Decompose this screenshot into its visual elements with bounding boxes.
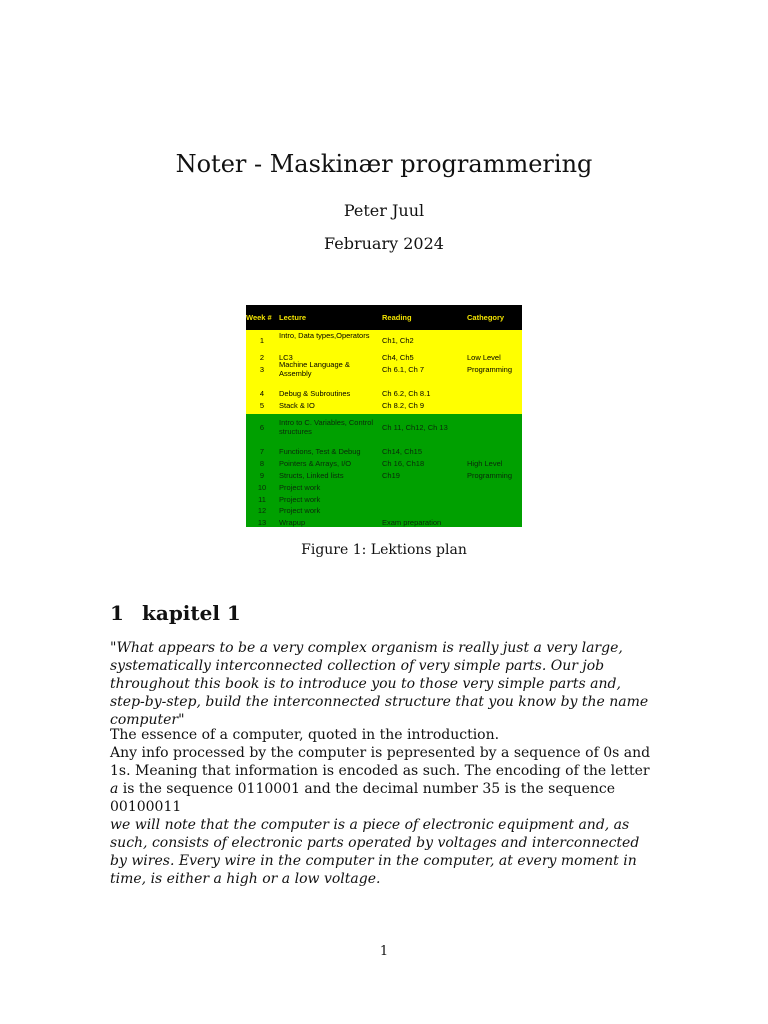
lecture-plan-table [246, 305, 522, 527]
section-number: 1 [110, 601, 124, 625]
cell-week: 3 [259, 365, 265, 374]
quote-paragraph: "What appears to be a very complex organism is really just a very large, systematically interconnected collection of very simple parts. Our job throughout this book is to introduce you to those very simple parts and, step-by-step, build the interconnected structure that you know by the name computer" [110, 640, 649, 728]
cell-lecture: Intro to C. Variables, Control structures [279, 418, 374, 436]
section-heading [110, 601, 241, 625]
cell-lecture: Project work [279, 506, 321, 515]
cell-lecture: Pointers & Arrays, I/O [279, 459, 352, 468]
body-paragraph [110, 726, 658, 888]
cell-week: 1 [259, 336, 265, 345]
cell-lecture: Structs, Linked lists [279, 471, 344, 480]
cell-reading: Exam preparation [382, 518, 442, 527]
cell-reading: Ch 6.2, Ch 8.1 [382, 389, 431, 398]
cell-lecture: LC3 [279, 353, 293, 362]
cell-lecture: Wrapup [279, 518, 306, 527]
cell-reading: Ch4, Ch5 [382, 353, 414, 362]
cell-week: 10 [257, 483, 267, 492]
cell-week: 2 [259, 353, 265, 362]
cell-category: Programming [467, 365, 513, 374]
cell-week: 4 [259, 389, 265, 398]
cell-week: 8 [259, 459, 265, 468]
header-lecture: Lecture [279, 313, 307, 322]
cell-reading: Ch 6.1, Ch 7 [382, 365, 425, 374]
cell-lecture: Machine Language & Assembly [279, 360, 350, 378]
cell-category: Low Level [467, 353, 501, 362]
header-category: Cathegory [467, 313, 505, 322]
cell-week: 13 [257, 518, 267, 527]
header-reading: Reading [382, 313, 412, 322]
cell-reading: Ch19 [382, 471, 400, 480]
cell-week: 7 [259, 447, 265, 456]
cell-lecture: Project work [279, 483, 321, 492]
cell-category: Programming [467, 471, 513, 480]
cell-lecture: Debug & Subroutines [279, 389, 351, 398]
cell-reading: Ch 16, Ch18 [382, 459, 425, 468]
paragraph-line-2b: is the sequence 0110001 and the decimal number 35 is the sequence 00100011 [110, 781, 616, 815]
cell-week: 12 [257, 506, 267, 515]
cell-week: 6 [259, 423, 265, 432]
table-header [246, 305, 522, 330]
author: Peter Juul [343, 201, 425, 220]
cell-reading: Ch1, Ch2 [382, 336, 414, 345]
section-title: kapitel 1 [142, 601, 241, 625]
cell-category: High Level [467, 459, 503, 468]
cell-lecture: Intro, Data types,Operators [279, 331, 370, 340]
paragraph-italic: we will note that the computer is a piece of electronic equipment and, as such, consists of electronic parts operated by voltages and interconnected by wires. Every wire in the computer in the computer, at every moment in time, is either a high or a low voltage. [110, 817, 640, 887]
cell-week: 11 [258, 495, 266, 504]
cell-week: 9 [259, 471, 265, 480]
paragraph-line-1: The essence of a computer, quoted in the introduction. [110, 727, 500, 743]
letter-a: a [110, 781, 119, 797]
paragraph-line-2a: Any info processed by the computer is pepresented by a sequence of 0s and 1s. Meaning that information is encoded as such. The encoding of the letter [110, 745, 651, 779]
cell-reading: Ch 8.2, Ch 9 [382, 401, 425, 410]
cell-reading: Ch 11, Ch12, Ch 13 [382, 423, 448, 432]
header-week: Week # [246, 313, 272, 322]
cell-lecture: Functions, Test & Debug [279, 447, 361, 456]
document-title: Noter - Maskinær programmering [175, 150, 593, 178]
page-number: 1 [379, 944, 389, 959]
cell-week: 5 [259, 401, 265, 410]
date: February 2024 [324, 234, 444, 253]
cell-reading: Ch14, Ch15 [382, 447, 423, 456]
cell-lecture: Project work [279, 495, 321, 504]
figure-caption: Figure 1: Lektions plan [301, 542, 467, 558]
cell-lecture: Stack & IO [279, 401, 315, 410]
